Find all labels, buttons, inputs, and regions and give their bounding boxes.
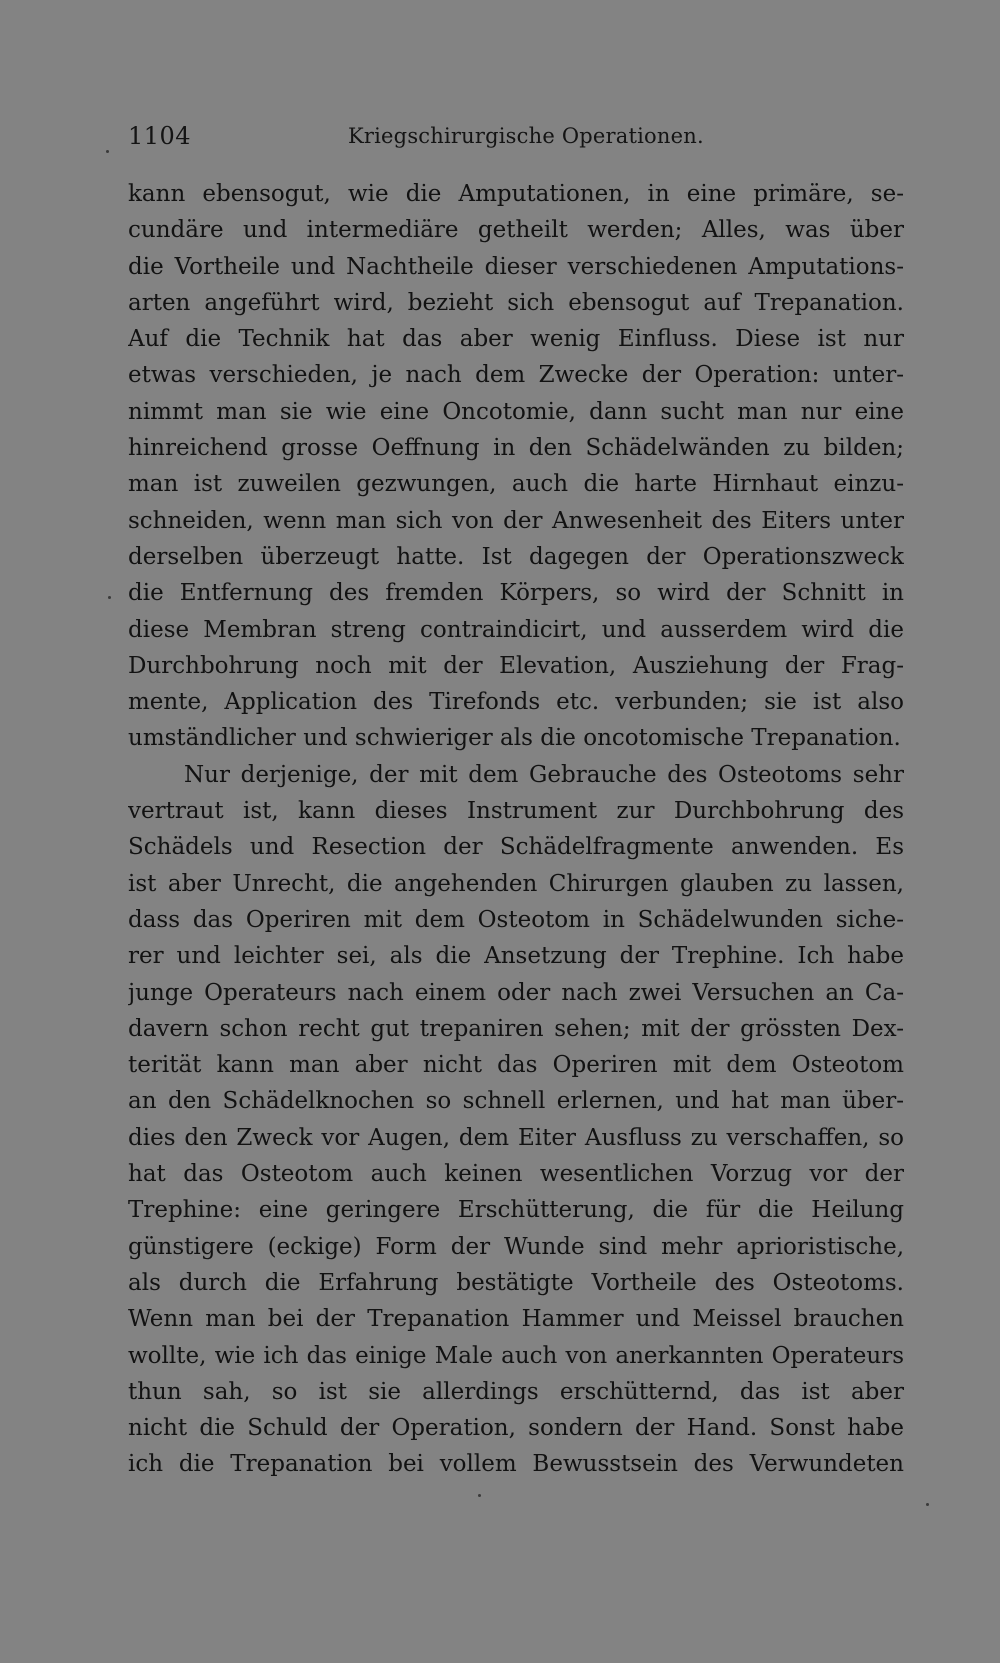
text-line: Durchbohrung noch mit der Elevation, Ausziehung der Frag- [128,652,904,679]
text-line: derselben überzeugt hatte. Ist dagegen der Operationszweck [128,543,904,570]
text-line: die Entfernung des fremden Körpers, so wird der Schnitt in [128,580,904,607]
text-line: hat das Osteotom auch keinen wesentlichen Vorzug vor der [128,1161,904,1188]
text-line: Schädels und Resection der Schädelfragmente anwenden. Es [128,834,904,861]
text-line: Auf die Technik hat das aber wenig Einfluss. Diese ist nur [128,326,904,353]
scan-speck [108,596,111,599]
running-title: Kriegschirurgische Operationen. [348,124,704,148]
text-line: man ist zuweilen gezwungen, auch die harte Hirnhaut einzu- [128,471,904,498]
paragraph-start-line: Nur derjenige, der mit dem Gebrauche des Osteotoms sehr [184,761,904,788]
text-line: günstigere (eckige) Form der Wunde sind mehr aprioristische, [128,1233,904,1260]
text-line: etwas verschieden, je nach dem Zwecke der Operation: unter- [128,362,904,389]
text-line: davern schon recht gut trepaniren sehen; mit der grössten Dex- [128,1015,904,1042]
text-line: wollte, wie ich das einige Male auch von anerkannten Operateurs [128,1342,904,1369]
scan-speck [478,1494,481,1497]
paragraph-end-line: umständlicher und schwieriger als die oncotomische Trepanation. [128,725,901,752]
scan-speck [926,1503,929,1506]
text-line: dass das Operiren mit dem Osteotom in Schädelwunden siche- [128,906,904,933]
text-line: dies den Zweck vor Augen, dem Eiter Ausfluss zu verschaffen, so [128,1124,904,1151]
text-line: thun sah, so ist sie allerdings erschütternd, das ist aber [128,1378,904,1405]
body-text [128,176,904,1483]
text-line: terität kann man aber nicht das Operiren mit dem Osteotom [128,1052,904,1079]
text-line: ist aber Unrecht, die angehenden Chirurgen glauben zu lassen, [128,870,904,897]
text-line: Wenn man bei der Trepanation Hammer und Meissel brauchen [128,1306,904,1333]
text-line: cundäre und intermediäre getheilt werden; Alles, was über [128,217,904,244]
text-line: Trephine: eine geringere Erschütterung, die für die Heilung [128,1197,904,1224]
scan-speck [106,150,109,153]
text-line: vertraut ist, kann dieses Instrument zur Durchbohrung des [128,798,904,825]
text-line: schneiden, wenn man sich von der Anwesenheit des Eiters unter [128,507,904,534]
text-line: ich die Trepanation bei vollem Bewusstsein des Verwundeten [128,1451,904,1478]
text-line: die Vortheile und Nachtheile dieser verschiedenen Amputations- [128,253,904,280]
text-line: an den Schädelknochen so schnell erlernen, und hat man über- [128,1088,904,1115]
text-line: hinreichend grosse Oeffnung in den Schädelwänden zu bilden; [128,435,904,462]
text-line: junge Operateurs nach einem oder nach zwei Versuchen an Ca- [128,979,904,1006]
text-line: diese Membran streng contraindicirt, und ausserdem wird die [128,616,904,643]
text-line: nicht die Schuld der Operation, sondern der Hand. Sonst habe [128,1415,904,1442]
text-line: rer und leichter sei, als die Ansetzung der Trephine. Ich habe [128,943,904,970]
page-number: 1104 [128,122,192,150]
page-header [128,122,904,156]
text-line: arten angeführt wird, bezieht sich ebensogut auf Trepanation. [128,289,904,316]
text-line: nimmt man sie wie eine Oncotomie, dann sucht man nur eine [128,398,904,425]
text-line: als durch die Erfahrung bestätigte Vortheile des Osteotoms. [128,1269,904,1296]
text-line: mente, Application des Tirefonds etc. verbunden; sie ist also [128,689,904,716]
text-line: kann ebensogut, wie die Amputationen, in eine primäre, se- [128,181,904,207]
